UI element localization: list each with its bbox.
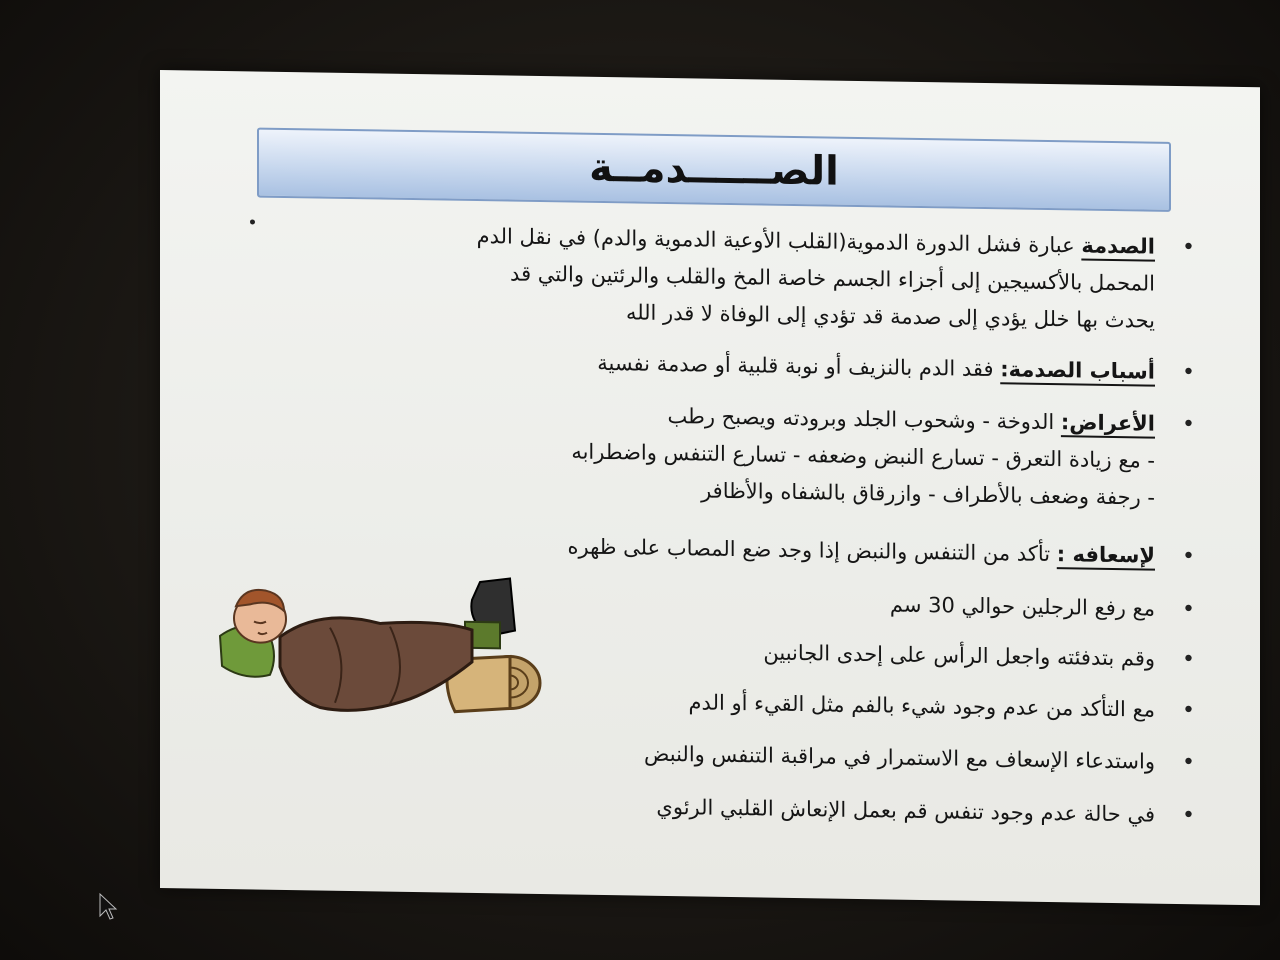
bullet-point: • — [1182, 597, 1195, 623]
bullet-line — [644, 736, 1155, 781]
presentation-slide — [160, 70, 1260, 905]
bullet-term: الأعراض: — [1060, 410, 1155, 436]
bullet-text: واستدعاء الإسعاف مع الاستمرار في مراقبة التنفس والنبض — [644, 741, 1155, 774]
bullet-line — [597, 345, 1155, 391]
bullet-point: • — [1182, 412, 1195, 438]
bullet-line — [656, 789, 1155, 834]
bullet-point: • — [1182, 803, 1195, 829]
bullet-line — [763, 634, 1155, 677]
bullet-text: عبارة فشل الدورة الدموية(القلب الأوعية الدموية والدم) في نقل الدم — [476, 223, 1075, 258]
bullet-point: • — [1182, 360, 1195, 386]
bullet-point: • — [1182, 235, 1195, 261]
bullet-text: فقد الدم بالنزيف أو نوبة قلبية أو صدمة نفسية — [597, 350, 994, 382]
bullet-item — [597, 345, 1195, 391]
bullet-term: الصدمة — [1081, 233, 1155, 259]
bullet-point: • — [1182, 647, 1195, 673]
bullet-item — [567, 528, 1195, 574]
bullet-line — [571, 470, 1155, 516]
bullet-text: في حالة عدم وجود تنفس قم بعمل الإنعاش القلبي الرئوي — [656, 794, 1155, 827]
bullet-term: لإسعافه : — [1056, 542, 1155, 568]
bullet-item — [688, 684, 1195, 728]
arrow-cursor-icon — [98, 892, 118, 922]
bullet-text: - مع زيادة التعرق - تسارع النبض وضعفه - تسارع التنفس واضطرابه — [571, 439, 1155, 473]
bullet-text: وقم بتدفئته واجعل الرأس على إحدى الجانبين — [763, 640, 1155, 671]
bullet-line — [568, 528, 1155, 574]
bullet-item — [763, 634, 1195, 677]
bullet-item — [656, 789, 1195, 834]
bullet-item — [476, 218, 1195, 340]
bullet-list — [160, 70, 1260, 905]
bullet-item — [644, 736, 1195, 781]
bullet-text: الدوخة - وشحوب الجلد وبرودته ويصبح رطب — [667, 403, 1055, 435]
bullet-text: مع التأكد من عدم وجود شيء بالفم مثل القيء أو الدم — [688, 690, 1155, 722]
bullet-point: • — [1182, 544, 1195, 570]
bullet-point: • — [1182, 750, 1195, 776]
bullet-text: يحدث بها خلل يؤدي إلى صدمة قد تؤدي إلى الوفاة لا قدر الله — [625, 300, 1155, 333]
lying-person-illustration — [210, 566, 570, 732]
bullet-term: أسباب الصدمة: — [1000, 357, 1155, 384]
bullet-text: مع رفع الرجلين حوالي 30 سم — [889, 592, 1155, 621]
bullet-text: تأكد من التنفس والنبض إذا وجد ضع المصاب على ظهره — [567, 534, 1051, 566]
bullet-line — [890, 586, 1155, 627]
bullet-text: - رجفة وضعف بالأطراف - وازرقاق بالشفاه والأظافر — [701, 478, 1155, 510]
bullet-line — [689, 684, 1155, 728]
bullet-text: المحمل بالأكسيجين إلى أجزاء الجسم خاصة المخ والقلب والرئتين والتي قد — [510, 261, 1155, 296]
bullet-item — [889, 586, 1195, 627]
bullet-item — [571, 396, 1195, 516]
slide-title: الصــــــدمــة — [589, 144, 839, 195]
bullet-point: • — [1182, 698, 1195, 724]
